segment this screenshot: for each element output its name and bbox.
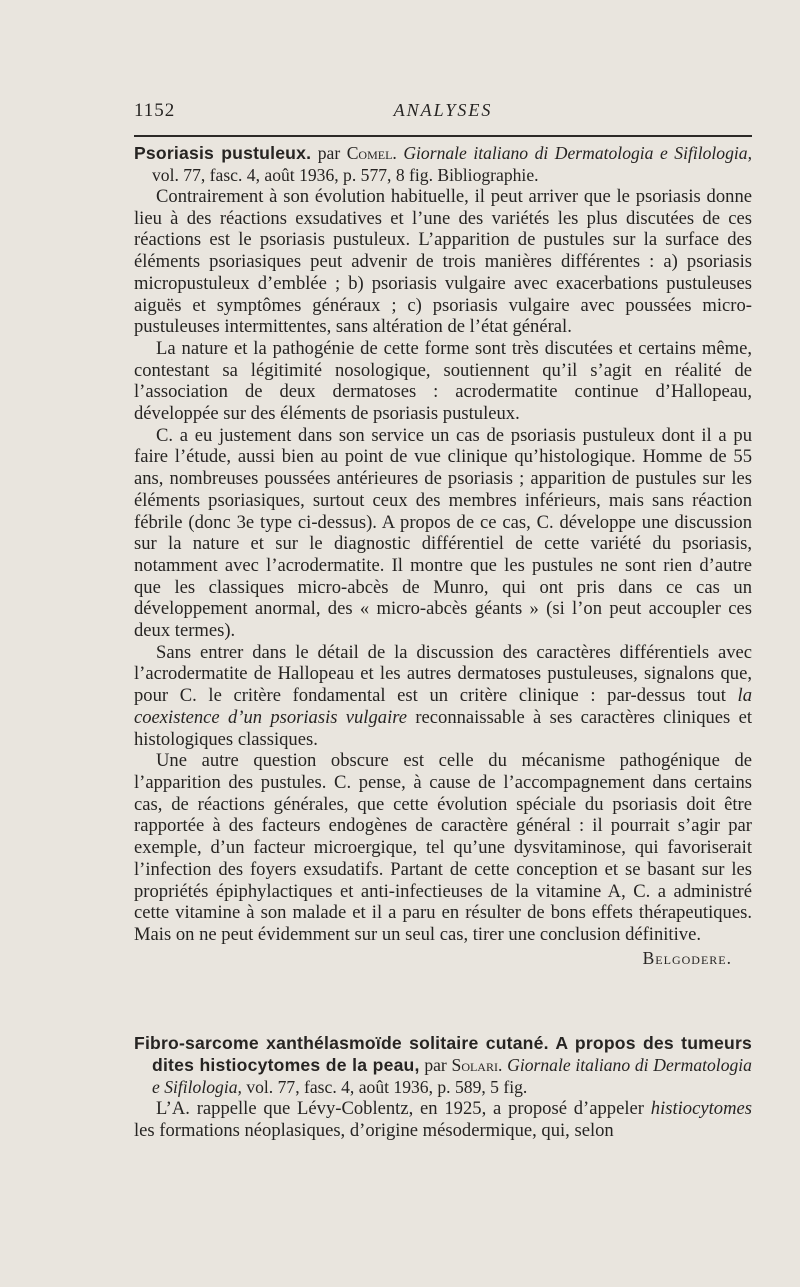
paragraph-text: L’A. rappelle que Lévy-Coblentz, en 1925, a proposé d’appeler [156, 1098, 644, 1119]
paragraph: La nature et la pathogénie de cette forme sont très discutées et certains même, contestant sa légitimité nosologique, soutiennent qu’il s’agit en réalité de l’association de deux dermatoses : acrodermatite continue d’Hallopeau, développée sur des éléments de psoriasis pustuleux. [134, 337, 752, 425]
reviewer-signature: Belgodere. [642, 947, 732, 968]
article-heading [134, 1032, 752, 1098]
paragraph [134, 642, 752, 751]
paragraph [134, 1098, 752, 1141]
paragraph: Contrairement à son évolution habituelle, il peut arriver que le psoriasis donne lieu à des réactions exsudatives et l’une des variétés les plus discutées de ces réactions est le psoriasis pustuleux. L’apparition de pustules sur la surface des éléments psoriasiques peut advenir de trois manières différentes : a) psoriasis micropustuleux d’emblée ; b) psoriasis vulgaire avec exacerbations pustuleuses aiguës et symptômes généraux ; c) psoriasis vulgaire avec poussées micro-pustuleuses intermittentes, sans altération de l’état général. [134, 186, 752, 338]
article-journal: Giornale italiano di Dermatologia e Sifilologia, [403, 143, 752, 163]
paragraph-emphasis: la coexistence d’un psoriasis vulgaire [134, 685, 752, 728]
paragraph: Une autre question obscure est celle du mécanisme pathogénique de l’apparition des pustules. C. pense, à cause de l’accompagnement dans certains cas, de réactions générales, que cette évolution spéciale du psoriasis doit être rapportée à des facteurs endogènes de caractère général : il pourrait s’agir par exemple, d’un facteur microergique, tel qu’une dysvitaminose, qui favoriserait l’infection des foyers exsudatifs. Partant de cette conception et se basant sur les propriétés épiphylactiques et anti-infectieuses de la vitamine A, C. a administré cette vitamine à son malade et il a paru en résulter de bons effets thérapeutiques. Mais on ne peut évidemment sur un seul cas, tirer une conclusion définitive. [134, 750, 752, 945]
article-citation: vol. 77, fasc. 4, août 1936, p. 577, 8 fig. Bibliographie. [152, 165, 539, 185]
article-heading [134, 142, 752, 186]
paragraph-text: les formations néoplasiques, d’origine mésodermique, qui, selon [134, 1119, 614, 1141]
article-author: Solari. [451, 1055, 503, 1075]
article-psoriasis-pustuleux [134, 142, 752, 970]
article-title: Psoriasis pustuleux. [134, 143, 312, 163]
paragraph-emphasis: histiocytomes [650, 1098, 752, 1119]
article-fibro-sarcome [134, 1032, 752, 1141]
article-author: Comel. [346, 143, 397, 163]
page-header [134, 100, 752, 126]
paragraph-text: reconnaissable à ses caractères cliniques et histologiques classiques. [134, 706, 752, 750]
article-journal: Giornale italiano di Dermatologia e Sifilologia, [152, 1055, 752, 1097]
paragraph-text: Sans entrer dans le détail de la discussion des caractères différentiels avec l’acrodermatite de Hallopeau et les autres dermatoses pustuleuses, signalons que, pour C. le critère fondamental est un critère clinique : par-dessus tout [134, 641, 752, 707]
header-rule [134, 135, 752, 137]
paragraph: C. a eu justement dans son service un cas de psoriasis pustuleux dont il a pu faire l’étude, aussi bien au point de vue clinique qu’histologique. Homme de 55 ans, nombreuses poussées antérieures de psoriasis ; apparition de pustules sur les éléments psoriasiques, surtout ceux des membres inférieurs, mais sans réaction fébrile (donc 3e type ci-dessus). A propos de ce cas, C. développe une discussion sur la nature et sur le diagnostic différentiel de cette variété du psoriasis, notamment avec l’acrodermatite. Il montre que les pustules ne sont rien d’autre que les classiques micro-abcès de Munro, qui ont pris dans ce cas un développement anormal, des « micro-abcès géants » (si l’on peut accoupler ces deux termes). [134, 424, 752, 642]
article-citation: vol. 77, fasc. 4, août 1936, p. 589, 5 fig. [246, 1077, 528, 1097]
running-head: ANALYSES [393, 100, 493, 120]
article-by: par [317, 143, 341, 163]
article-by: par [424, 1055, 447, 1075]
page-number: 1152 [134, 100, 176, 121]
article-title: Fibro-sarcome xanthélasmoïde solitaire cutané. A propos des tumeurs dites histiocytomes de la peau, [134, 1033, 752, 1075]
